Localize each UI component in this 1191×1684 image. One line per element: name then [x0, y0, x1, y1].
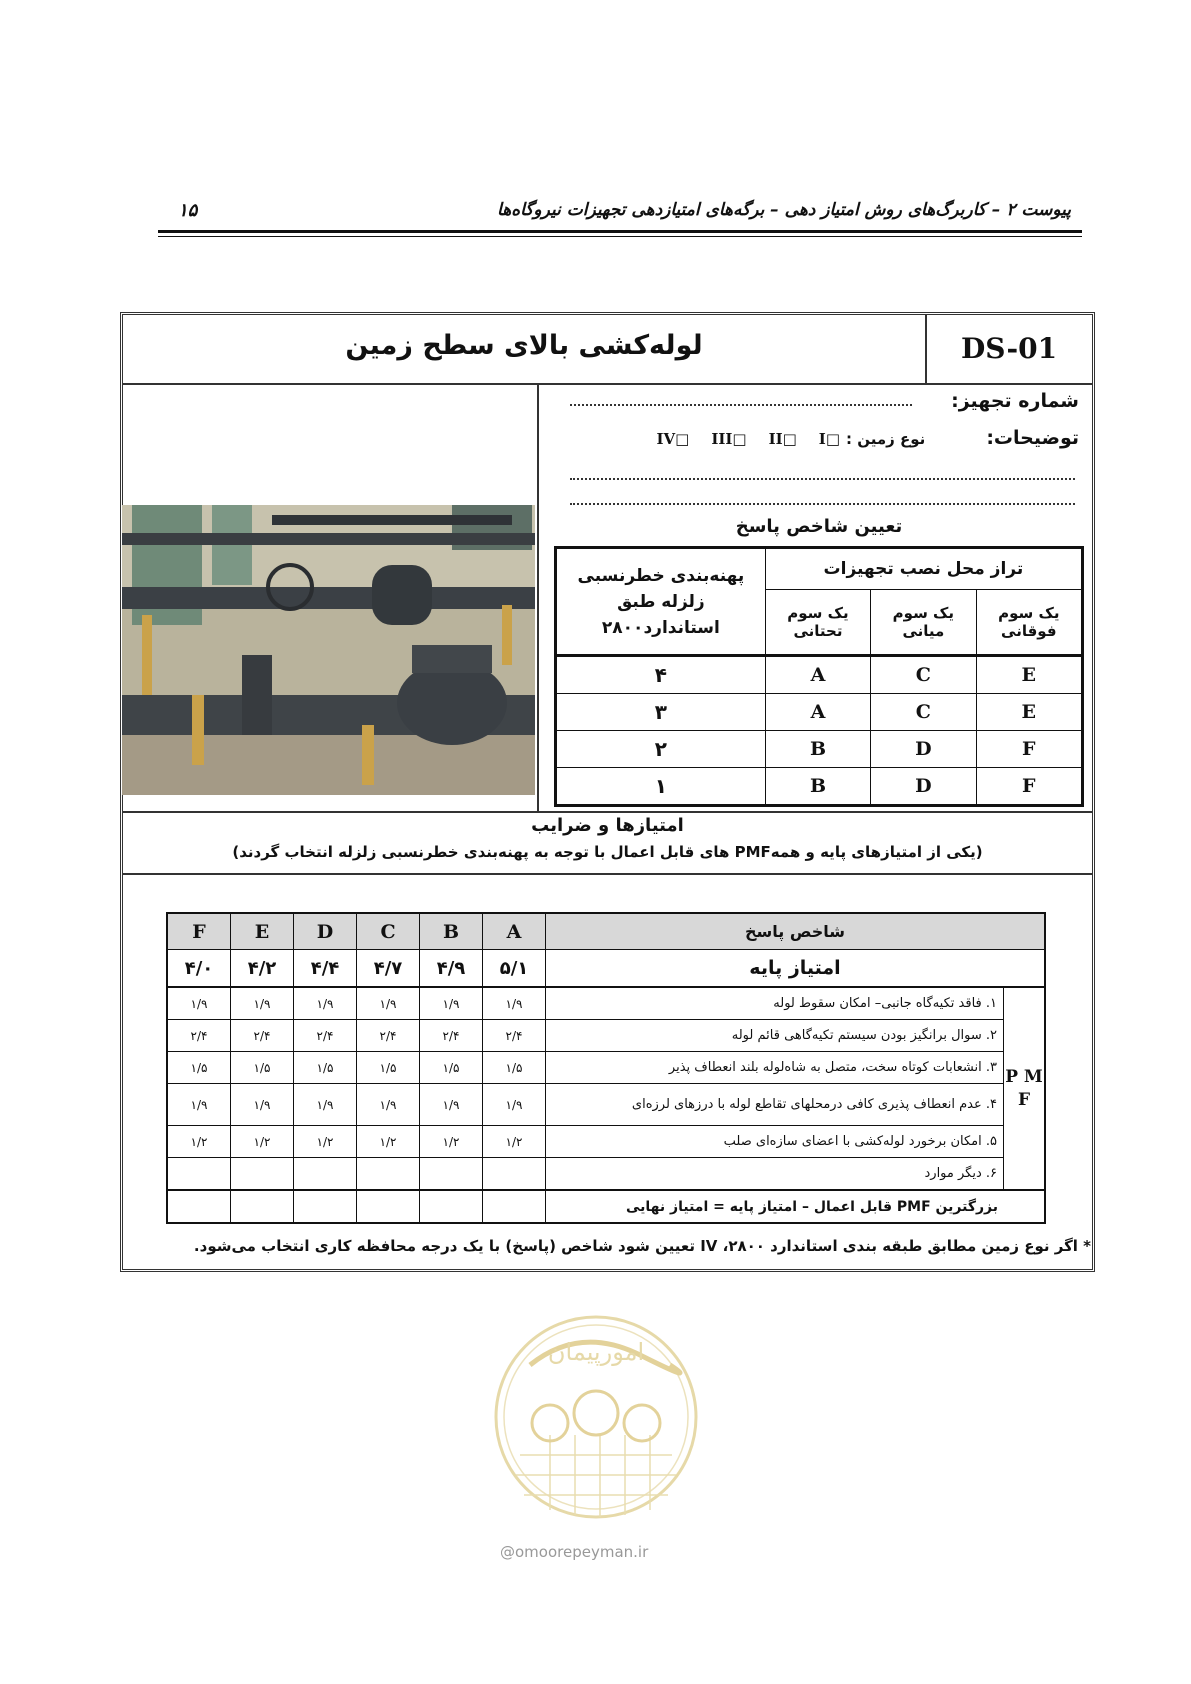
pmf-value: ۱/۹	[231, 987, 294, 1020]
piping-photo-illustration	[122, 505, 535, 795]
base-score-e: ۴/۲	[231, 950, 294, 988]
base-score-label: امتیاز پایه	[546, 950, 1046, 988]
title-row-divider	[122, 383, 1093, 385]
col-upper-third: یک سوم فوقانی	[976, 590, 1082, 656]
pmf-value: ۲/۴	[420, 1020, 483, 1052]
pmf-value: ۲/۴	[167, 1020, 231, 1052]
pmf-value: ۲/۴	[483, 1020, 546, 1052]
col-header-b: B	[420, 913, 483, 950]
pmf-value: ۱/۹	[420, 1084, 483, 1126]
page-number: ۱۵	[178, 200, 198, 221]
pmf-value: ۱/۵	[483, 1052, 546, 1084]
col-middle-third: یک سوم میانی	[871, 590, 976, 656]
header-rule-thin	[158, 236, 1082, 237]
scores-section-divider-top	[122, 811, 1093, 813]
pmf-value[interactable]	[167, 1158, 231, 1191]
final-score-f[interactable]	[167, 1190, 231, 1223]
base-score-row	[167, 950, 1045, 988]
pmf-value: ۱/۵	[357, 1052, 420, 1084]
pmf-value[interactable]	[357, 1158, 420, 1191]
final-score-a[interactable]	[483, 1190, 546, 1223]
watermark-logo	[490, 1305, 702, 1545]
soil-type-ii-checkbox[interactable]: II□	[768, 430, 797, 448]
card-title: لوله‌کشی بالای سطح زمین	[345, 330, 703, 361]
pmf-value: ۲/۴	[231, 1020, 294, 1052]
pmf-value: ۱/۲	[420, 1126, 483, 1158]
pmf-row	[167, 1126, 1045, 1158]
soil-type-label: نوع زمین :	[846, 430, 926, 448]
soil-type-options	[640, 430, 840, 448]
col-header-e: E	[231, 913, 294, 950]
scores-subheading: (یکی از امتیازهای پایه و همهPMF های قابل اعمال با توجه به پهنه‌بندی خطرنسبی زلزله انتخاب گردند)	[232, 843, 983, 861]
equipment-code: DS-01	[960, 332, 1058, 365]
pmf-value[interactable]	[483, 1158, 546, 1191]
footnote: * اگر نوع زمین مطابق طبقه بندی استاندارد ۲۸۰۰، IV تعیین شود شاخص (پاسخ) با یک درجه محافظه کاری انتخاب می‌شود.	[193, 1237, 1091, 1255]
install-level-header: تراز محل نصب تجهیزات	[765, 548, 1082, 590]
response-row	[556, 768, 1083, 806]
response-index-table	[554, 546, 1084, 807]
pmf-value: ۱/۹	[420, 987, 483, 1020]
upper-cell: F	[976, 768, 1082, 806]
base-score-b: ۴/۹	[420, 950, 483, 988]
middle-cell: C	[871, 694, 976, 731]
pmf-vertical-label: P M F	[1004, 987, 1046, 1190]
response-heading: تعیین شاخص پاسخ	[735, 516, 903, 537]
pmf-label: ۴. عدم انعطاف پذیری کافی درمحلهای تقاطع لوله با درزهای لرزه‌ای	[546, 1084, 1004, 1126]
pmf-value: ۱/۲	[294, 1126, 357, 1158]
final-score-b[interactable]	[420, 1190, 483, 1223]
pmf-value: ۱/۹	[357, 987, 420, 1020]
pmf-row	[167, 1084, 1045, 1126]
lower-cell: B	[765, 768, 870, 806]
base-score-c: ۴/۷	[357, 950, 420, 988]
lower-cell: A	[765, 656, 870, 694]
pmf-value: ۱/۹	[483, 987, 546, 1020]
pmf-value: ۱/۹	[357, 1084, 420, 1126]
middle-cell: D	[871, 768, 976, 806]
response-row	[556, 656, 1083, 694]
upper-cell: E	[976, 694, 1082, 731]
pmf-value: ۱/۹	[294, 1084, 357, 1126]
response-row	[556, 731, 1083, 768]
equipment-number-label: شماره تجهیز:	[951, 390, 1079, 412]
response-index-header: شاخص پاسخ	[546, 913, 1046, 950]
pmf-value: ۱/۵	[294, 1052, 357, 1084]
description-label: توضیحات:	[986, 427, 1079, 449]
photo-divider	[537, 384, 539, 812]
base-score-d: ۴/۴	[294, 950, 357, 988]
scores-table	[166, 912, 1046, 1224]
pmf-value: ۱/۲	[357, 1126, 420, 1158]
final-score-e[interactable]	[231, 1190, 294, 1223]
middle-cell: D	[871, 731, 976, 768]
pmf-label: ۳. انشعابات کوتاه سخت، متصل به شاه‌لوله بلند انعطاف پذیر	[546, 1052, 1004, 1084]
hazard-zone-header: پهنه‌بندی خطرنسبی زلزله طبق استاندارد۲۸۰۰	[556, 548, 766, 656]
scores-header-row	[167, 913, 1045, 950]
pmf-value[interactable]	[231, 1158, 294, 1191]
pmf-value: ۲/۴	[294, 1020, 357, 1052]
upper-cell: E	[976, 656, 1082, 694]
final-score-label: بزرگترین PMF قابل اعمال – امتیاز پایه = امتیاز نهایی	[546, 1190, 1046, 1223]
pmf-value: ۱/۵	[420, 1052, 483, 1084]
pmf-row	[167, 1020, 1045, 1052]
col-header-c: C	[357, 913, 420, 950]
pmf-value: ۱/۵	[167, 1052, 231, 1084]
pmf-value: ۲/۴	[357, 1020, 420, 1052]
zone-cell: ۱	[556, 768, 766, 806]
final-score-d[interactable]	[294, 1190, 357, 1223]
final-score-c[interactable]	[357, 1190, 420, 1223]
scores-section-divider-bottom	[122, 873, 1093, 875]
pmf-row	[167, 987, 1045, 1020]
pmf-value: ۱/۲	[483, 1126, 546, 1158]
zone-cell: ۳	[556, 694, 766, 731]
soil-type-iii-checkbox[interactable]: III□	[711, 430, 747, 448]
pmf-value[interactable]	[294, 1158, 357, 1191]
soil-type-i-checkbox[interactable]: I□	[818, 430, 840, 448]
pmf-value[interactable]	[420, 1158, 483, 1191]
col-header-f: F	[167, 913, 231, 950]
pmf-label: ۵. امکان برخورد لوله‌کشی با اعضای سازه‌ای صلب	[546, 1126, 1004, 1158]
pmf-value: ۱/۵	[231, 1052, 294, 1084]
pmf-row	[167, 1052, 1045, 1084]
soil-type-iv-checkbox[interactable]: IV□	[656, 430, 690, 448]
response-row	[556, 694, 1083, 731]
pmf-value: ۱/۲	[167, 1126, 231, 1158]
col-lower-third: یک سوم تحتانی	[765, 590, 870, 656]
pmf-value: ۱/۹	[483, 1084, 546, 1126]
pmf-value: ۱/۲	[231, 1126, 294, 1158]
description-field-line-1[interactable]	[570, 478, 1075, 480]
zone-cell: ۲	[556, 731, 766, 768]
header-rule	[158, 230, 1082, 233]
zone-cell: ۴	[556, 656, 766, 694]
pmf-value: ۱/۹	[231, 1084, 294, 1126]
pmf-label: ۶. دیگر موارد	[546, 1158, 1004, 1191]
lower-cell: B	[765, 731, 870, 768]
pmf-value: ۱/۹	[167, 987, 231, 1020]
code-divider	[925, 314, 927, 384]
piping-photo	[122, 505, 535, 795]
upper-cell: F	[976, 731, 1082, 768]
final-score-row	[167, 1190, 1045, 1223]
watermark-brand-text: امورپیمان	[547, 1338, 645, 1366]
pmf-label: ۲. سوال برانگیز بودن سیستم تکیه‌گاهی قائم لوله	[546, 1020, 1004, 1052]
base-score-a: ۵/۱	[483, 950, 546, 988]
equipment-number-field[interactable]	[570, 404, 912, 406]
base-score-f: ۴/۰	[167, 950, 231, 988]
running-header-title: پیوست ۲ – کاربرگ‌های روش امتیاز دهی – برگه‌های امتیازدهی تجهیزات نیروگاه‌ها	[497, 200, 1071, 220]
pmf-row	[167, 1158, 1045, 1191]
middle-cell: C	[871, 656, 976, 694]
pmf-label: ۱. فاقد تکیه‌گاه جانبی– امکان سقوط لوله	[546, 987, 1004, 1020]
lower-cell: A	[765, 694, 870, 731]
scores-heading: امتیازها و ضرایب	[531, 815, 684, 836]
description-field-line-2[interactable]	[570, 503, 1075, 505]
col-header-a: A	[483, 913, 546, 950]
pmf-value: ۱/۹	[167, 1084, 231, 1126]
pmf-value: ۱/۹	[294, 987, 357, 1020]
col-header-d: D	[294, 913, 357, 950]
watermark-website: @omoorepeyman.ir	[500, 1543, 649, 1561]
